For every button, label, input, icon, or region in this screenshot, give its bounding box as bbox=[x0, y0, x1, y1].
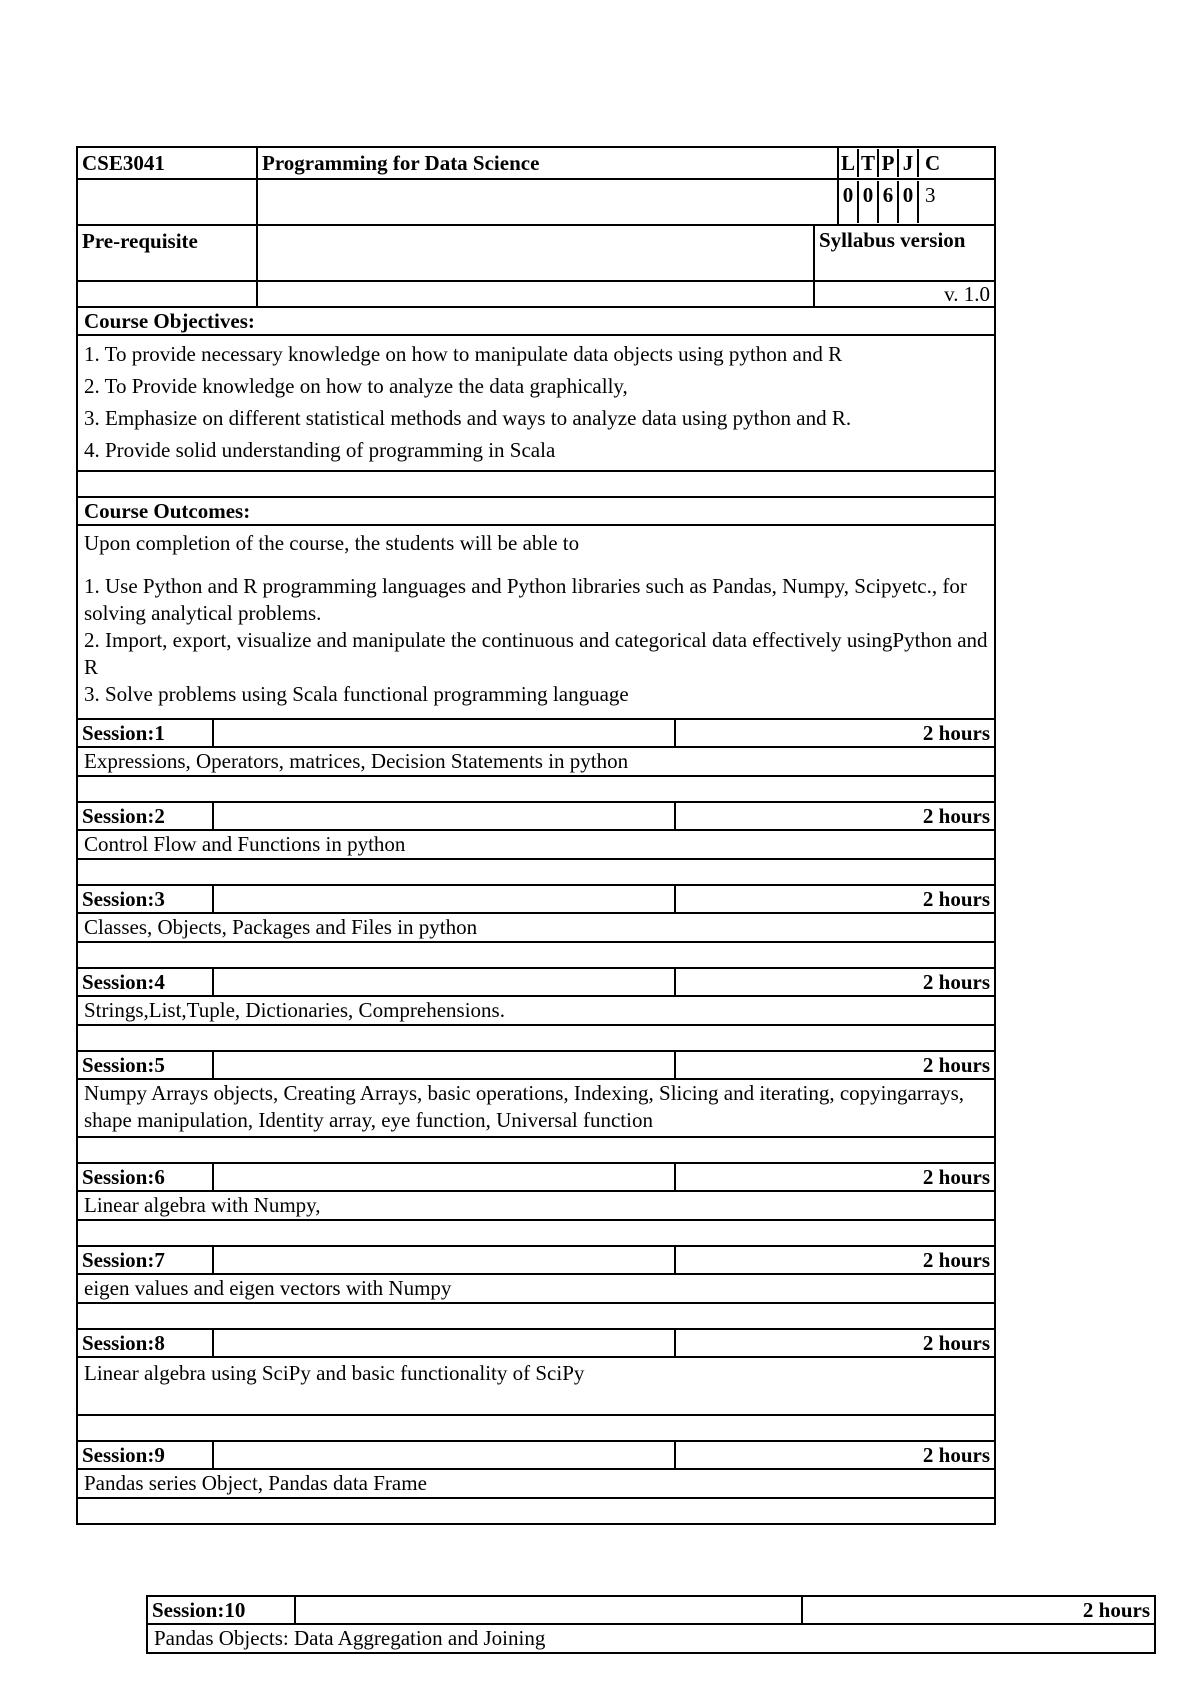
session-label: Session:3 bbox=[78, 886, 214, 912]
objective-item: 1. To provide necessary knowledge on how to manipulate data objects using python and R bbox=[84, 342, 843, 366]
credits-row bbox=[76, 180, 996, 226]
session-hours: 2 hours bbox=[922, 1331, 990, 1355]
session-hours: 2 hours bbox=[922, 970, 990, 994]
session-content-row bbox=[76, 1080, 996, 1138]
empty-cell bbox=[214, 1247, 676, 1273]
prerequisite-value bbox=[258, 226, 815, 280]
session-content-row bbox=[76, 1192, 996, 1221]
session-label: Session:2 bbox=[78, 803, 214, 829]
outcomes-intro: Upon completion of the course, the students will be able to bbox=[84, 531, 580, 555]
session-header bbox=[76, 1164, 996, 1192]
session-content-row bbox=[76, 1470, 996, 1499]
ltpjc-values bbox=[839, 180, 947, 224]
objective-item: 2. To Provide knowledge on how to analyze the data graphically, bbox=[84, 374, 628, 398]
empty-cell bbox=[78, 180, 258, 224]
ltpjc-label: C bbox=[925, 151, 941, 175]
ltpjc-value: 0 bbox=[839, 181, 859, 223]
prerequisite-label: Pre-requisite bbox=[78, 226, 258, 280]
syllabus-document bbox=[76, 146, 996, 1525]
session-hours: 2 hours bbox=[922, 721, 990, 745]
session-label: Session:8 bbox=[78, 1330, 214, 1356]
session-content-row bbox=[76, 1275, 996, 1304]
course-title: Programming for Data Science bbox=[258, 148, 839, 178]
session-content: Numpy Arrays objects, Creating Arrays, basic operations, Indexing, Slicing and iterating, copyingarrays, shape manipulation, Identity array, eye function, Universal function bbox=[84, 1081, 965, 1132]
spacer-row bbox=[76, 1221, 996, 1247]
spacer-row bbox=[76, 777, 996, 803]
spacer-row bbox=[76, 943, 996, 969]
spacer-row bbox=[76, 1026, 996, 1052]
empty-cell bbox=[214, 803, 676, 829]
version-row bbox=[76, 282, 996, 308]
empty-cell bbox=[258, 180, 839, 224]
empty-cell bbox=[214, 720, 676, 746]
session-content: Strings,List,Tuple, Dictionaries, Comprehensions. bbox=[84, 998, 505, 1022]
session-header bbox=[76, 1247, 996, 1275]
outcomes-heading-row bbox=[76, 498, 996, 526]
ltpjc-value: 0 bbox=[899, 181, 919, 223]
course-header-row bbox=[76, 146, 996, 180]
course-code: CSE3041 bbox=[78, 148, 258, 178]
session-content: Pandas series Object, Pandas data Frame bbox=[84, 1471, 427, 1495]
session-content-row bbox=[76, 748, 996, 777]
ltpjc-value: 0 bbox=[859, 181, 879, 223]
session-label: Session:10 bbox=[148, 1597, 296, 1623]
outcomes-heading: Course Outcomes: bbox=[84, 499, 251, 523]
session-hours: 2 hours bbox=[922, 1165, 990, 1189]
empty-cell bbox=[214, 1164, 676, 1190]
session-content-row bbox=[76, 914, 996, 943]
ltpjc-label: T bbox=[859, 149, 879, 177]
session-header bbox=[146, 1595, 1156, 1625]
objectives-heading-row bbox=[76, 308, 996, 336]
outcomes-list bbox=[76, 526, 996, 720]
objectives-list bbox=[76, 336, 996, 472]
session-content-row bbox=[76, 831, 996, 860]
empty-cell bbox=[214, 1052, 676, 1078]
empty-cell bbox=[296, 1597, 803, 1623]
ltpjc-labels bbox=[839, 148, 947, 178]
session-hours: 2 hours bbox=[1082, 1598, 1150, 1622]
ltpjc-label: L bbox=[839, 149, 859, 177]
outcome-item: 1. Use Python and R programming languages and Python libraries such as Pandas, Numpy, Scipyetc., for solving analytical problems. bbox=[84, 574, 967, 625]
session-10-block bbox=[146, 1595, 1156, 1654]
spacer-row bbox=[76, 860, 996, 886]
spacer-row bbox=[76, 1499, 996, 1525]
session-header bbox=[76, 803, 996, 831]
session-hours: 2 hours bbox=[922, 1053, 990, 1077]
empty-cell bbox=[214, 1442, 676, 1468]
ltpjc-label: P bbox=[879, 149, 899, 177]
session-header bbox=[76, 886, 996, 914]
session-hours: 2 hours bbox=[922, 1248, 990, 1272]
session-content: Pandas Objects: Data Aggregation and Joining bbox=[154, 1626, 546, 1650]
session-header bbox=[76, 1330, 996, 1358]
session-header bbox=[76, 969, 996, 997]
outcome-item: 2. Import, export, visualize and manipulate the continuous and categorical data effectively usingPython and R bbox=[84, 628, 988, 679]
session-content: eigen values and eigen vectors with Numpy bbox=[84, 1276, 452, 1300]
session-label: Session:6 bbox=[78, 1164, 214, 1190]
session-header bbox=[76, 1442, 996, 1470]
syllabus-version-value: v. 1.0 bbox=[944, 282, 990, 306]
session-content: Expressions, Operators, matrices, Decision Statements in python bbox=[84, 749, 629, 773]
ltpjc-value: 6 bbox=[879, 181, 899, 223]
ltpjc-label: J bbox=[899, 149, 919, 177]
session-content: Control Flow and Functions in python bbox=[84, 832, 406, 856]
session-hours: 2 hours bbox=[922, 1443, 990, 1467]
session-content-row bbox=[146, 1625, 1156, 1654]
session-content-row bbox=[76, 997, 996, 1026]
spacer-row bbox=[76, 1304, 996, 1330]
spacer-row bbox=[76, 1416, 996, 1442]
spacer-row bbox=[76, 1138, 996, 1164]
empty-cell bbox=[214, 969, 676, 995]
session-label: Session:5 bbox=[78, 1052, 214, 1078]
spacer-row bbox=[76, 472, 996, 498]
objectives-heading: Course Objectives: bbox=[84, 309, 255, 333]
session-label: Session:7 bbox=[78, 1247, 214, 1273]
outcome-item: 3. Solve problems using Scala functional programming language bbox=[84, 682, 629, 706]
session-label: Session:9 bbox=[78, 1442, 214, 1468]
session-hours: 2 hours bbox=[922, 887, 990, 911]
empty-cell bbox=[214, 1330, 676, 1356]
session-content: Classes, Objects, Packages and Files in python bbox=[84, 915, 478, 939]
objective-item: 3. Emphasize on different statistical methods and ways to analyze data using python and R. bbox=[84, 406, 852, 430]
empty-cell bbox=[258, 282, 815, 306]
session-content: Linear algebra with Numpy, bbox=[84, 1193, 321, 1217]
session-label: Session:1 bbox=[78, 720, 214, 746]
session-label: Session:4 bbox=[78, 969, 214, 995]
session-content: Linear algebra using SciPy and basic functionality of SciPy bbox=[84, 1361, 585, 1385]
empty-cell bbox=[214, 886, 676, 912]
session-hours: 2 hours bbox=[922, 804, 990, 828]
ltpjc-value: 3 bbox=[925, 183, 936, 207]
empty-cell bbox=[78, 282, 258, 306]
session-header bbox=[76, 720, 996, 748]
syllabus-version-label: Syllabus version bbox=[819, 228, 966, 252]
session-header bbox=[76, 1052, 996, 1080]
session-content-row bbox=[76, 1358, 996, 1416]
prerequisite-row bbox=[76, 226, 996, 282]
objective-item: 4. Provide solid understanding of programming in Scala bbox=[84, 438, 556, 462]
